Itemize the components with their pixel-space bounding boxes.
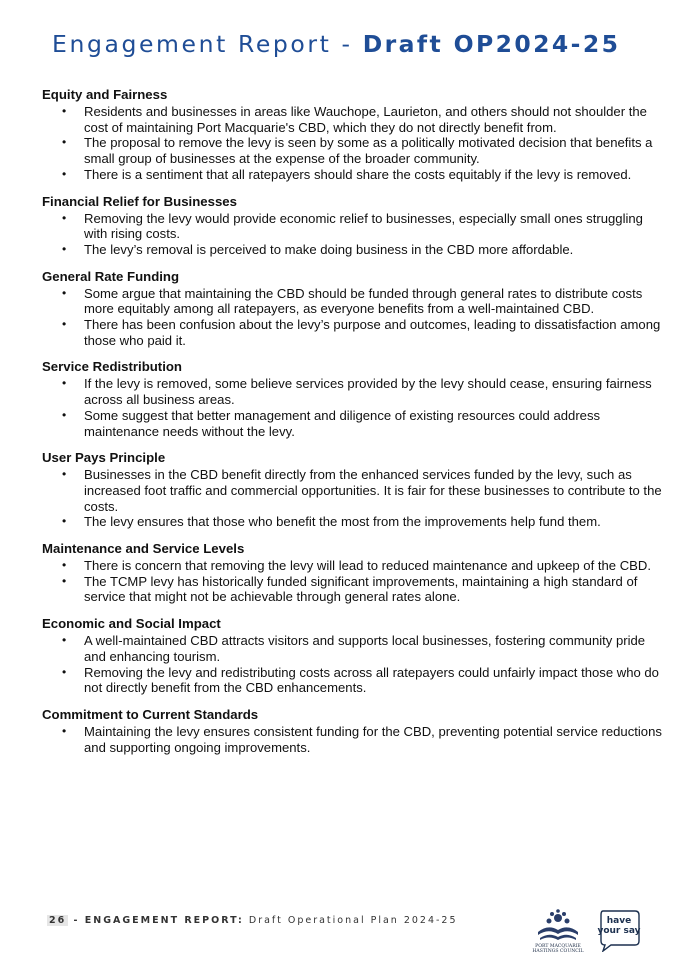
bullet-text: There is concern that removing the levy will lead to reduced maintenance and upkeep of the CBD.	[84, 558, 651, 574]
bullet-item	[42, 574, 662, 605]
title-bold: Draft OP2024-25	[362, 30, 621, 58]
report-content	[42, 87, 662, 766]
bullet-icon: •	[62, 210, 67, 225]
bullet-list	[42, 104, 662, 183]
report-section	[42, 450, 662, 530]
bullet-text: The levy’s removal is perceived to make doing business in the CBD more affordable.	[84, 241, 574, 257]
bullet-item	[42, 665, 662, 696]
bullet-icon: •	[62, 241, 67, 256]
bullet-text: The levy ensures that those who benefit the most from the improvements help fund them.	[84, 514, 601, 530]
report-section	[42, 87, 662, 183]
bullet-item	[42, 408, 662, 439]
bullet-icon: •	[62, 135, 67, 150]
section-heading: Maintenance and Service Levels	[42, 541, 245, 557]
bullet-text: The proposal to remove the levy is seen by some as a politically motivated decision that benefits a small group of businesses at the expense of the broader community.	[84, 135, 653, 167]
report-section	[42, 707, 662, 755]
bullet-icon: •	[62, 376, 67, 391]
have-your-say-line1: have	[606, 916, 632, 926]
section-heading: General Rate Funding	[42, 268, 180, 284]
bullet-text: If the levy is removed, some believe services provided by the levy should cease, ensuring fairness across all business areas.	[84, 376, 652, 408]
bullet-item	[42, 167, 662, 183]
page-footer	[47, 915, 458, 926]
bullet-item	[42, 135, 662, 166]
bullet-item	[42, 286, 662, 317]
bullet-text: Businesses in the CBD benefit directly from the enhanced services funded by the levy, such as increased foot traffic and commercial opportunities. It is fair for these businesses to contribute to the costs.	[84, 467, 662, 514]
page-title	[52, 30, 620, 58]
bullet-text: Some suggest that better management and diligence of existing resources could address maintenance needs without the levy.	[84, 407, 601, 439]
footer-label-rest: Draft Operational Plan 2024-25	[243, 915, 458, 926]
bullet-text: There has been confusion about the levy’s purpose and outcomes, leading to dissatisfaction among those who paid it.	[84, 317, 661, 348]
section-heading: Financial Relief for Businesses	[42, 193, 237, 209]
bullet-item	[42, 514, 662, 530]
bullet-icon: •	[62, 104, 67, 118]
section-heading: Equity and Fairness	[42, 87, 168, 102]
council-logo	[528, 908, 588, 956]
bullet-item	[42, 558, 662, 574]
bullet-item	[42, 242, 662, 258]
page-number: 26	[49, 915, 67, 926]
have-your-say-line2: your say	[597, 926, 641, 936]
council-emblem-icon	[528, 908, 588, 944]
section-heading: Service Redistribution	[42, 359, 182, 375]
section-heading: Commitment to Current Standards	[42, 706, 259, 722]
section-heading: User Pays Principle	[42, 450, 166, 466]
bullet-item	[42, 467, 662, 514]
bullet-icon: •	[62, 467, 67, 482]
report-section	[42, 616, 662, 696]
bullet-item	[42, 317, 662, 348]
bullet-icon: •	[62, 166, 67, 181]
bullet-text: Removing the levy and redistributing costs across all ratepayers could unfairly impact those who do not directly benefit from the CBD enhancements.	[84, 664, 659, 696]
bullet-icon: •	[62, 285, 67, 300]
report-section	[42, 269, 662, 349]
bullet-icon: •	[62, 317, 67, 332]
bullet-icon: •	[62, 573, 67, 588]
council-name-line2: HASTINGS COUNCIL	[532, 949, 584, 954]
have-your-say-logo	[597, 908, 641, 952]
bullet-text: Maintaining the levy ensures consistent funding for the CBD, preventing potential service reductions and supporting ongoing improvements.	[84, 723, 662, 755]
bullet-list	[42, 467, 662, 530]
bullet-icon: •	[62, 407, 67, 422]
bullet-list	[42, 286, 662, 349]
bullet-item	[42, 104, 662, 135]
bullet-item	[42, 376, 662, 407]
bullet-list	[42, 376, 662, 439]
title-prefix: Engagement Report -	[52, 30, 363, 58]
bullet-item	[42, 724, 662, 755]
bullet-item	[42, 633, 662, 664]
bullet-text: The TCMP levy has historically funded significant improvements, maintaining a high standard of service that might not be achievable through general rates alone.	[84, 573, 638, 605]
bullet-text: Some argue that maintaining the CBD should be funded through general rates to distribute costs more equitably among all ratepayers, as everyone benefits from a well-maintained CBD.	[84, 285, 643, 317]
bullet-list	[42, 558, 662, 605]
bullet-text: Residents and businesses in areas like Wauchope, Laurieton, and others should not shoulder the cost of maintaining Port Macquarie's CBD, which they do not directly benefit from.	[84, 104, 647, 135]
bullet-icon: •	[62, 514, 67, 529]
bullet-icon: •	[62, 664, 67, 679]
bullet-item	[42, 211, 662, 242]
report-section	[42, 359, 662, 439]
bullet-text: A well-maintained CBD attracts visitors and supports local businesses, fostering community pride and enhancing tourism.	[84, 633, 646, 664]
bullet-list	[42, 633, 662, 696]
footer-label-bold: ENGAGEMENT REPORT:	[84, 915, 244, 926]
bullet-text: There is a sentiment that all ratepayers should share the costs equitably if the levy is removed.	[84, 166, 632, 182]
bullet-icon: •	[62, 633, 67, 648]
report-section	[42, 541, 662, 605]
section-heading: Economic and Social Impact	[42, 616, 221, 632]
bullet-text: Removing the levy would provide economic relief to businesses, especially small ones struggling with rising costs.	[84, 210, 643, 242]
council-name-line1: PORT MACQUARIE	[535, 944, 581, 949]
bullet-list	[42, 211, 662, 258]
footer-separator: -	[68, 915, 85, 926]
bullet-icon: •	[62, 558, 67, 573]
report-section	[42, 194, 662, 258]
bullet-list	[42, 724, 662, 755]
bullet-icon: •	[62, 723, 67, 738]
